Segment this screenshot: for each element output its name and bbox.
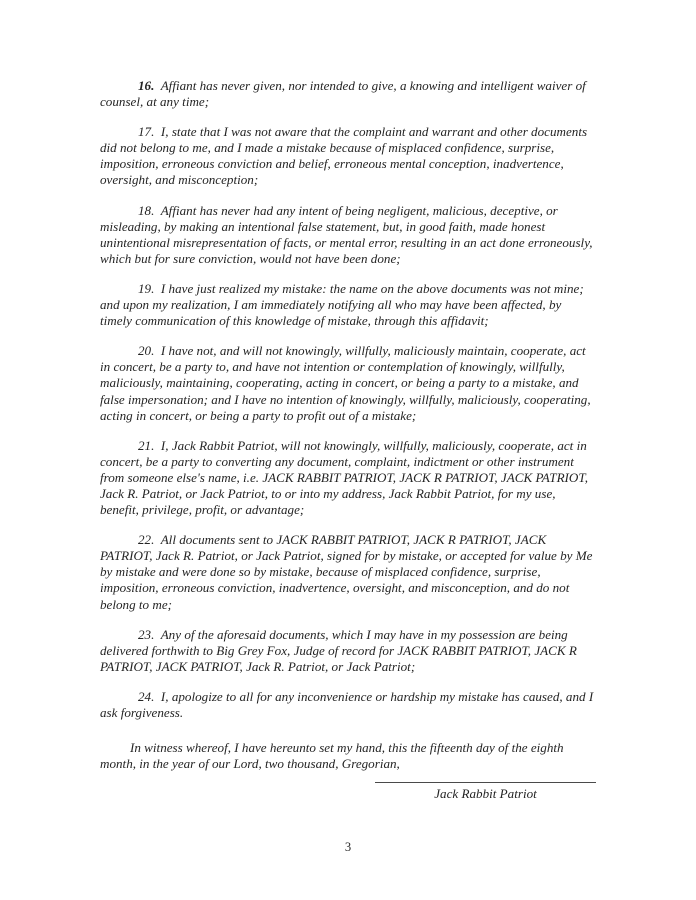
paragraph-text-18: Affiant has never had any intent of being negligent, malicious, deceptive, or misleading, by making an intentional false statement, but, in good faith, made honest unintentional misrepresentation of facts, or mental error, resulting in an act done erroneously, which but for sure conviction, would not have been done; bbox=[100, 202, 593, 266]
paragraph-21 bbox=[100, 438, 596, 518]
paragraph-number-23: 23. bbox=[138, 626, 155, 642]
paragraph-20 bbox=[100, 343, 596, 423]
signature-name: Jack Rabbit Patriot bbox=[434, 786, 537, 801]
signature-block bbox=[375, 782, 596, 802]
paragraph-number-20: 20. bbox=[138, 343, 155, 359]
witness-clause-block bbox=[100, 740, 596, 772]
affidavit-body bbox=[100, 78, 596, 721]
paragraph-number-21: 21. bbox=[138, 437, 155, 453]
paragraph-number-24: 24. bbox=[138, 688, 155, 704]
paragraph-number-19: 19. bbox=[138, 280, 155, 296]
paragraph-text-16: Affiant has never given, nor intended to give, a knowing and intelligent waiver of counsel, at any time; bbox=[100, 78, 586, 110]
paragraph-text-23: Any of the aforesaid documents, which I may have in my possession are being delivered forthwith to Big Grey Fox, Judge of record for JACK RABBIT PATRIOT, JACK R PATRIOT, JACK PATRIOT, Jack R. Patriot, or Jack Patriot; bbox=[100, 626, 577, 674]
paragraph-19 bbox=[100, 281, 596, 329]
paragraph-number-18: 18. bbox=[138, 202, 155, 218]
paragraph-number-22: 22. bbox=[138, 532, 155, 548]
paragraph-number-16: 16. bbox=[138, 78, 155, 93]
paragraph-text-22: All documents sent to JACK RABBIT PATRIOT, JACK R PATRIOT, JACK PATRIOT, Jack R. Patriot, or Jack Patriot, signed for by mistake, or accepted for value by Me by mistake and were done so by mistake, because of misplaced confidence, surprise, imposition, erroneous conviction, inadvertence, oversight, and misconception, and do not belong to me; bbox=[100, 532, 593, 612]
paragraph-22 bbox=[100, 532, 596, 612]
paragraph-text-24: I, apologize to all for any inconvenience or hardship my mistake has caused, and I ask forgiveness. bbox=[100, 688, 594, 720]
paragraph-text-20: I have not, and will not knowingly, willfully, maliciously maintain, cooperate, act in concert, be a party to, and have not intention or contemplation of knowingly, willfully, maliciously, maintaining, cooperating, acting in concert, or being a party to a mistake, and false impersonation; and I have no intention of knowingly, willfully, maliciously, cooperating, acting in concert, or being a party to profit out of a mistake; bbox=[100, 343, 591, 423]
paragraph-23 bbox=[100, 627, 596, 675]
paragraph-18 bbox=[100, 203, 596, 267]
signature-line bbox=[375, 782, 596, 783]
paragraph-text-21: I, Jack Rabbit Patriot, will not knowingly, willfully, maliciously, cooperate, act in concert, be a party to converting any document, complaint, indictment or other instrument from someone else's name, i.e. JACK RABBIT PATRIOT, JACK R PATRIOT, JACK PATRIOT, Jack R. Patriot, or Jack Patriot, to or into my address, Jack Rabbit Patriot, for my use, benefit, privilege, profit, or advantage; bbox=[100, 437, 588, 518]
paragraph-24 bbox=[100, 689, 596, 721]
paragraph-text-19: I have just realized my mistake: the name on the above documents was not mine; and upon my realization, I am immediately notifying all who may have been affected, by timely communication of this knowledge of mistake, through this affidavit; bbox=[100, 280, 584, 329]
paragraph-17 bbox=[100, 124, 596, 188]
paragraph-16 bbox=[100, 78, 596, 110]
witness-clause: In witness whereof, I have hereunto set my hand, this the fifteenth day of the eighth month, in the year of our Lord, two thousand, Gregorian, bbox=[100, 740, 564, 772]
paragraph-number-17: 17. bbox=[138, 124, 155, 140]
paragraph-text-17: I, state that I was not aware that the complaint and warrant and other documents did not belong to me, and I made a mistake because of misplaced confidence, surprise, imposition, erroneous conviction and belief, erroneous mental conception, inadvertence, oversight, and misconception; bbox=[100, 124, 588, 188]
page-number: 3 bbox=[344, 840, 352, 854]
